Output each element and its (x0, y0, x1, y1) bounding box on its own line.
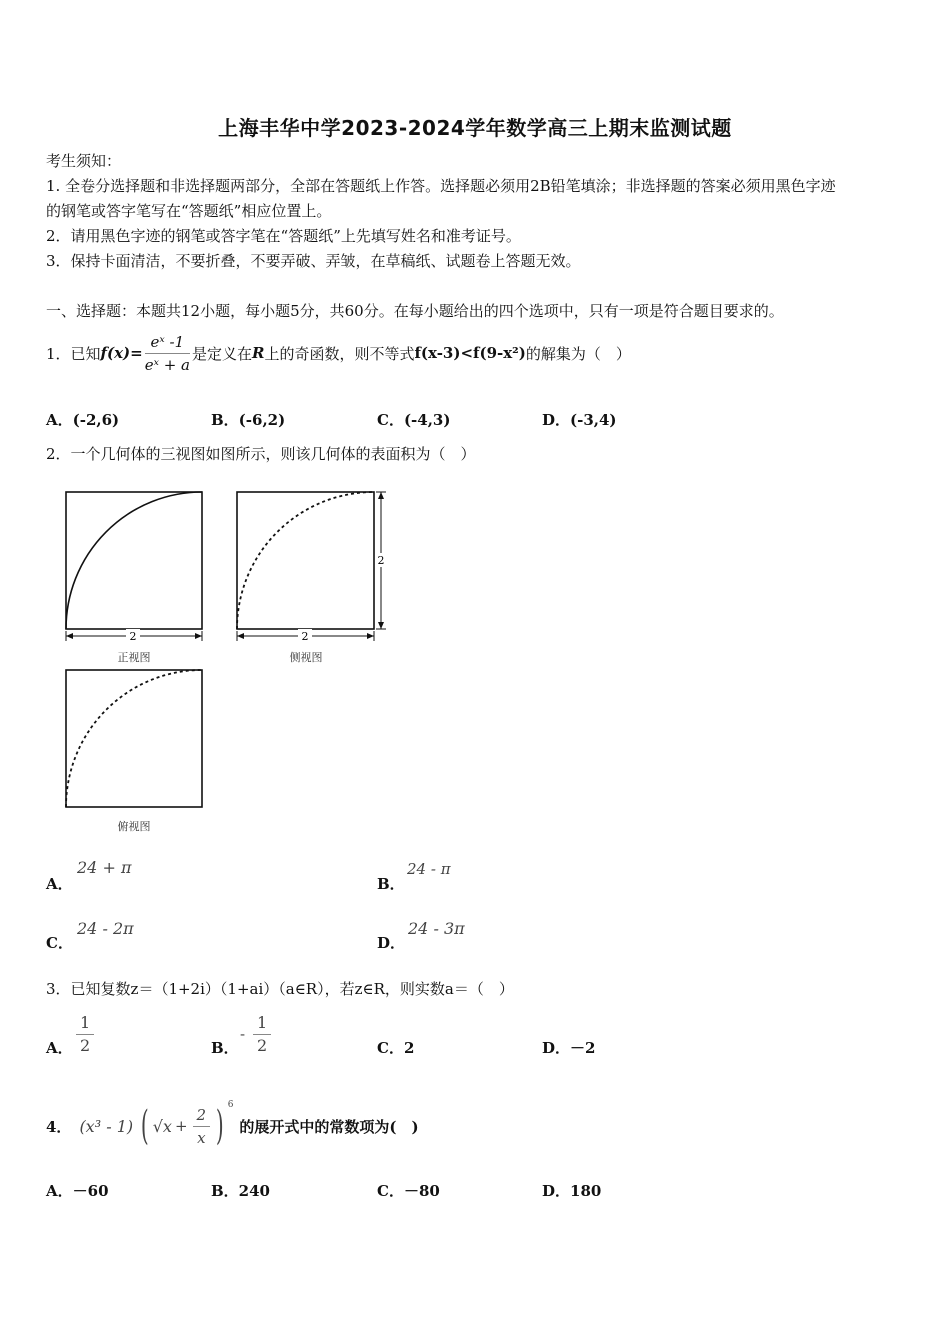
notice-item-3: 3．保持卡面清洁，不要折叠，不要弄破、弄皱，在草稿纸、试题卷上答题无效。 (46, 252, 581, 270)
front-dim-arrow-right (195, 633, 202, 639)
notice-heading: 考生须知： (46, 152, 122, 170)
q4-sqrt: √x (152, 1116, 172, 1136)
q2-option-b-expr[interactable]: 24 - π (407, 860, 451, 878)
question-1-stem (46, 328, 631, 378)
front-dim-label: 2 (129, 630, 137, 643)
side-dim-arrow-left (237, 633, 244, 639)
q4-frac-denominator: x (197, 1128, 206, 1147)
three-view-diagram (0, 480, 420, 840)
notice-item-2: 2．请用黑色字迹的钢笔或答字笔在“答题纸”上先填写姓名和准考证号。 (46, 227, 521, 245)
q1-text-2: 上的奇函数，则不等式 (264, 344, 415, 363)
q3-a-denominator: 2 (80, 1036, 91, 1055)
top-view-square (66, 670, 202, 807)
q2-option-c-letter[interactable]: C． (46, 934, 73, 952)
side-view-dashed-arc (237, 492, 374, 629)
side-dim-arrow-right (367, 633, 374, 639)
top-view-label: 俯视图 (117, 820, 151, 833)
q3-option-b-fraction[interactable] (253, 1012, 271, 1057)
q4-power: 6 (227, 1100, 234, 1110)
q3-option-a-fraction[interactable] (76, 1012, 94, 1057)
q4-fraction (193, 1104, 211, 1149)
front-view-label: 正视图 (117, 651, 151, 664)
q1-option-c[interactable]: C．(-4,3) (377, 411, 451, 429)
side-dim-label: 2 (301, 630, 309, 643)
q1-set-r: R (251, 344, 265, 362)
notice-item-1-cont: 的钢笔或答字笔写在“答题纸”相应位置上。 (46, 202, 332, 220)
q1-text-3: 的解集为（ ） (525, 344, 631, 363)
front-view-square (66, 492, 202, 629)
section-heading: 一、选择题：本题共12小题，每小题5分，共60分。在每小题给出的四个选项中，只有一项是符合题目要求的。 (46, 302, 784, 320)
front-view-arc (66, 492, 202, 629)
q2-option-c-expr[interactable]: 24 - 2π (77, 919, 134, 938)
q1-inequality: f(x-3)<f(9-x²) (414, 344, 526, 362)
q1-function: f(x)= (100, 344, 143, 362)
q4-option-c[interactable]: C．－80 (377, 1182, 440, 1200)
q4-plus: + (174, 1117, 188, 1135)
q1-option-d[interactable]: D．(-3,4) (542, 411, 617, 429)
q1-frac-denominator: eˣ + a (144, 355, 190, 374)
q4-left-paren: ( (141, 1103, 149, 1149)
q1-number: 1．已知 (46, 344, 101, 363)
front-dim-arrow-left (66, 633, 73, 639)
q1-option-a[interactable]: A．(-2,6) (46, 411, 120, 429)
q2-option-d-letter[interactable]: D． (377, 934, 406, 952)
q3-option-b-letter[interactable]: B． (211, 1039, 239, 1057)
q4-frac-numerator: 2 (193, 1104, 211, 1127)
q3-option-a-letter[interactable]: A． (46, 1039, 73, 1057)
q3-d-value: －2 (570, 1039, 596, 1057)
side-height-arrow-bottom (378, 622, 384, 629)
q1-option-b[interactable]: B．(-6,2) (211, 411, 286, 429)
q2-option-b-letter[interactable]: B． (377, 875, 405, 893)
q3-d-letter: D． (542, 1039, 571, 1057)
q4-text: 的展开式中的常数项为( ) (239, 1117, 419, 1136)
question-4-stem (46, 1100, 419, 1152)
q1-frac-numerator: eˣ -1 (145, 331, 190, 354)
q3-option-d[interactable] (542, 1037, 595, 1058)
side-view-square (237, 492, 374, 629)
q4-option-a[interactable]: A．－60 (46, 1182, 109, 1200)
q4-right-paren: ) (215, 1103, 224, 1149)
question-2-stem: 2．一个几何体的三视图如图所示，则该几何体的表面积为（ ） (46, 445, 476, 463)
page-title: 上海丰华中学2023-2024学年数学高三上期末监测试题 (218, 116, 732, 140)
q2-option-a-letter[interactable]: A． (46, 875, 73, 893)
q4-left-factor: (x³ - 1) (79, 1116, 134, 1136)
q2-option-d-expr[interactable]: 24 - 3π (408, 919, 465, 938)
q3-b-denominator: 2 (257, 1036, 268, 1055)
q1-fraction (145, 331, 190, 376)
question-3-stem: 3．已知复数z＝（1+2i）（1+ai）（a∈R），若z∈R，则实数a＝（ ） (46, 980, 514, 998)
q4-number: 4． (46, 1117, 72, 1136)
q2-option-a-expr[interactable]: 24 + π (77, 858, 132, 877)
q3-c-letter: C． (377, 1039, 404, 1057)
q4-option-b[interactable]: B．240 (211, 1182, 270, 1200)
q1-text-1: 是定义在 (191, 344, 252, 363)
side-view-label: 侧视图 (289, 651, 323, 664)
side-height-label: 2 (377, 554, 385, 567)
q3-b-numerator: 1 (253, 1012, 271, 1035)
q3-c-value: 2 (403, 1039, 415, 1057)
q4-option-d[interactable]: D．180 (542, 1182, 602, 1200)
side-height-arrow-top (378, 492, 384, 499)
notice-item-1: 1. 全卷分选择题和非选择题两部分，全部在答题纸上作答。选择题必须用2B铅笔填涂；非选择题的答案必须用黑色字迹 (46, 177, 836, 195)
q3-b-sign: - (240, 1025, 246, 1043)
q3-option-c[interactable] (377, 1037, 414, 1058)
q3-a-numerator: 1 (76, 1012, 94, 1035)
top-view-dashed-arc (66, 670, 202, 807)
